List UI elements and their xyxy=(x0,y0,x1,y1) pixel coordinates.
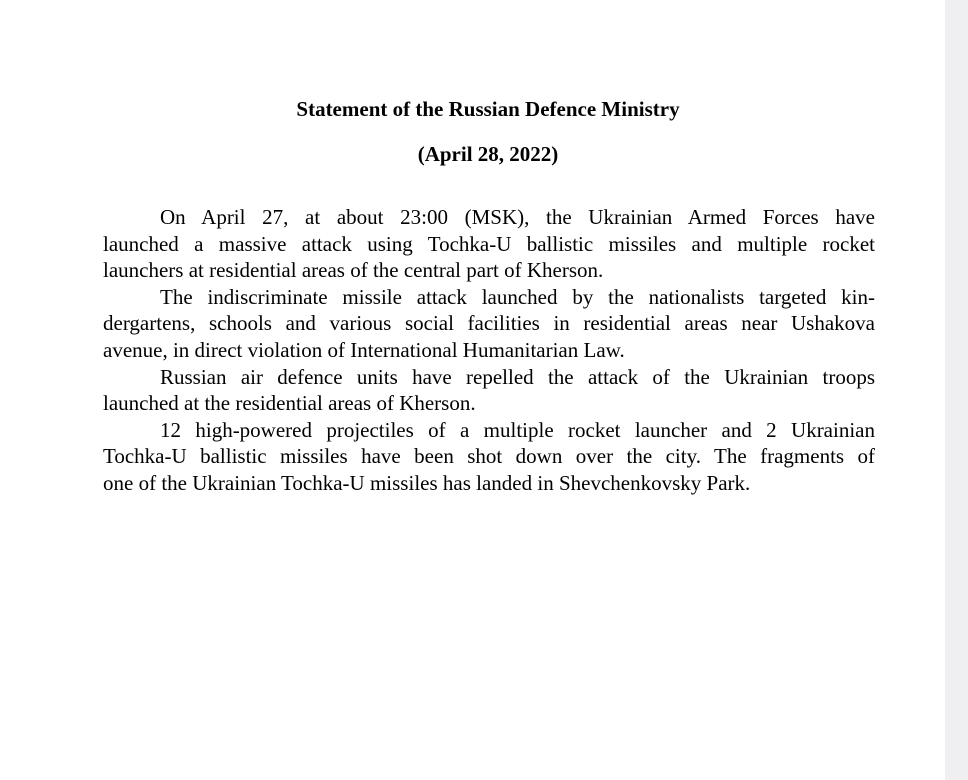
paragraph-line: launchers at residential areas of the central part of Kherson. xyxy=(103,258,604,283)
paragraph-line: avenue, in direct violation of International Humanitarian Law. xyxy=(103,337,625,362)
paragraph-line: launched at the residential areas of Kherson. xyxy=(103,391,476,416)
paragraph-line: one of the Ukrainian Tochka-U missiles has landed in Shevchenkovsky Park. xyxy=(103,470,751,495)
paragraph-line: On April 27, at about 23:00 (MSK), the Ukrainian Armed Forces have xyxy=(160,205,875,229)
paragraph-4 xyxy=(103,417,875,497)
paragraph-line: The indiscriminate missile attack launched by the nationalists targeted kin- xyxy=(160,284,875,309)
paragraph-line: launched a massive attack using Tochka-U ballistic missiles and multiple rocket xyxy=(103,231,875,256)
document-title: Statement of the Russian Defence Ministry xyxy=(296,97,680,121)
paragraph-2 xyxy=(103,284,875,364)
paragraph-line: 12 high-powered projectiles of a multiple rocket launcher and 2 Ukrainian xyxy=(160,417,875,442)
paragraph-line: Russian air defence units have repelled the attack of the Ukrainian troops xyxy=(160,364,875,389)
document-date: (April 28, 2022) xyxy=(417,142,559,166)
document-body xyxy=(103,204,875,497)
paragraph-line: Tochka-U ballistic missiles have been shot down over the city. The fragments of xyxy=(103,444,875,469)
paragraph-1 xyxy=(103,204,875,284)
viewer-side-panel xyxy=(945,0,968,780)
paragraph-3 xyxy=(103,364,875,417)
paragraph-line: dergartens, schools and various social facilities in residential areas near Ushakova xyxy=(103,311,875,336)
